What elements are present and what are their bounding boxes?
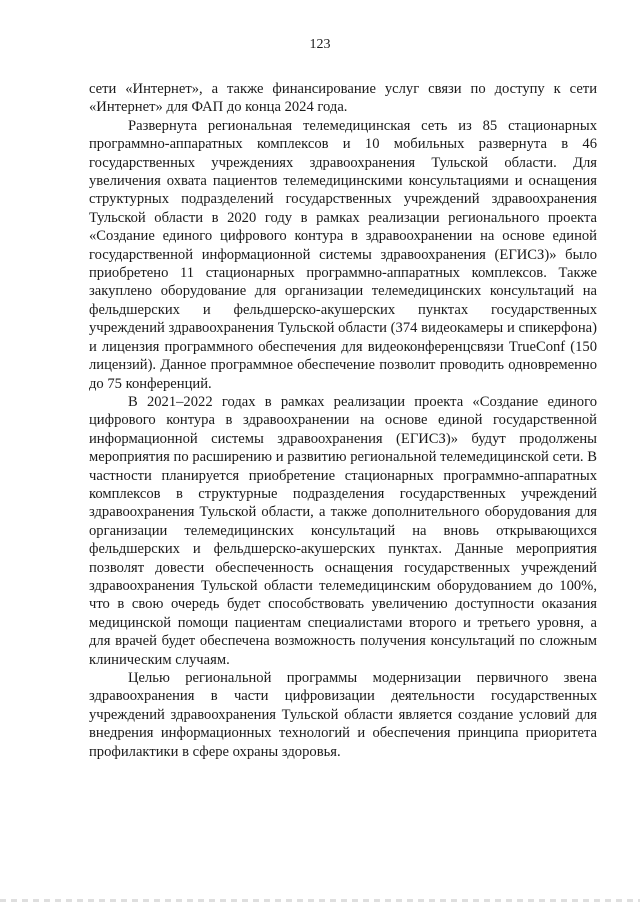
page-number: 123 — [309, 37, 331, 52]
paragraph-program-goal: Целью региональной программы модернизации первичного звена здравоохранения в части цифровизации деятельности государственных учреждений здравоохранения Тульской области является создание условий для внедрения информационных технологий и обеспечения принципа приоритета профилактики в сфере охраны здоровья. — [89, 670, 597, 760]
paragraph-2021-2022-plans: В 2021–2022 годах в рамках реализации проекта «Создание единого цифрового контура в здравоохранении на основе единой государственной информационной системы здравоохранения (ЕГИСЗ)» будут продолжены мероприятия по расширению и развитию региональной телемедицинской сети. В частности планируется приобретение стационарных программно-аппаратных комплексов в структурные подразделения государственных учреждений здравоохранения Тульской области, а также дополнительного оборудования для организации телемедицинских консультаций на вновь открывающихся фельдшерских и фельдшерско-акушерских пунктах. Данные мероприятия позволят довести обеспеченность оснащения государственных учреждений здравоохранения Тульской области телемедицинским оборудованием до 100%, что в свою очередь будет способствовать увеличению доступности оказания медицинской помощи пациентам специалистами второго и третьего уровня, а для врачей будет обеспечена возможность получения консультаций по сложным клиническим случаям. — [89, 393, 597, 668]
paragraph-continuation: сети «Интернет», а также финансирование услуг связи по доступу к сети «Интернет» для ФАП до конца 2024 года. — [89, 81, 597, 116]
scan-edge-artifact — [0, 899, 640, 902]
document-body — [89, 80, 597, 761]
paragraph-telemedicine-network: Развернута региональная телемедицинская сеть из 85 стационарных программно-аппаратных комплексов и 10 мобильных развернута в 46 государственных учреждениях здравоохранения Тульской области. Для увеличения охвата пациентов телемедицинскими консультациями и оснащения структурных подразделений государственных учреждений здравоохранения Тульской области в 2020 году в рамках реализации регионального проекта «Создание единого цифрового контура в здравоохранении на основе единой государственной информационной системы здравоохранения (ЕГИСЗ)» было приобретено 11 стационарных программно-аппаратных комплексов. Также закуплено оборудование для организации телемедицинских консультаций на фельдшерских и фельдшерско-акушерских пунктах государственных учреждений здравоохранения Тульской области (374 видеокамеры и спикерфона) и лицензия программного обеспечения для видеоконференцсвязи TrueConf (150 лицензий). Данное программное обеспечение позволит проводить одновременно до 75 конференций. — [89, 117, 597, 392]
